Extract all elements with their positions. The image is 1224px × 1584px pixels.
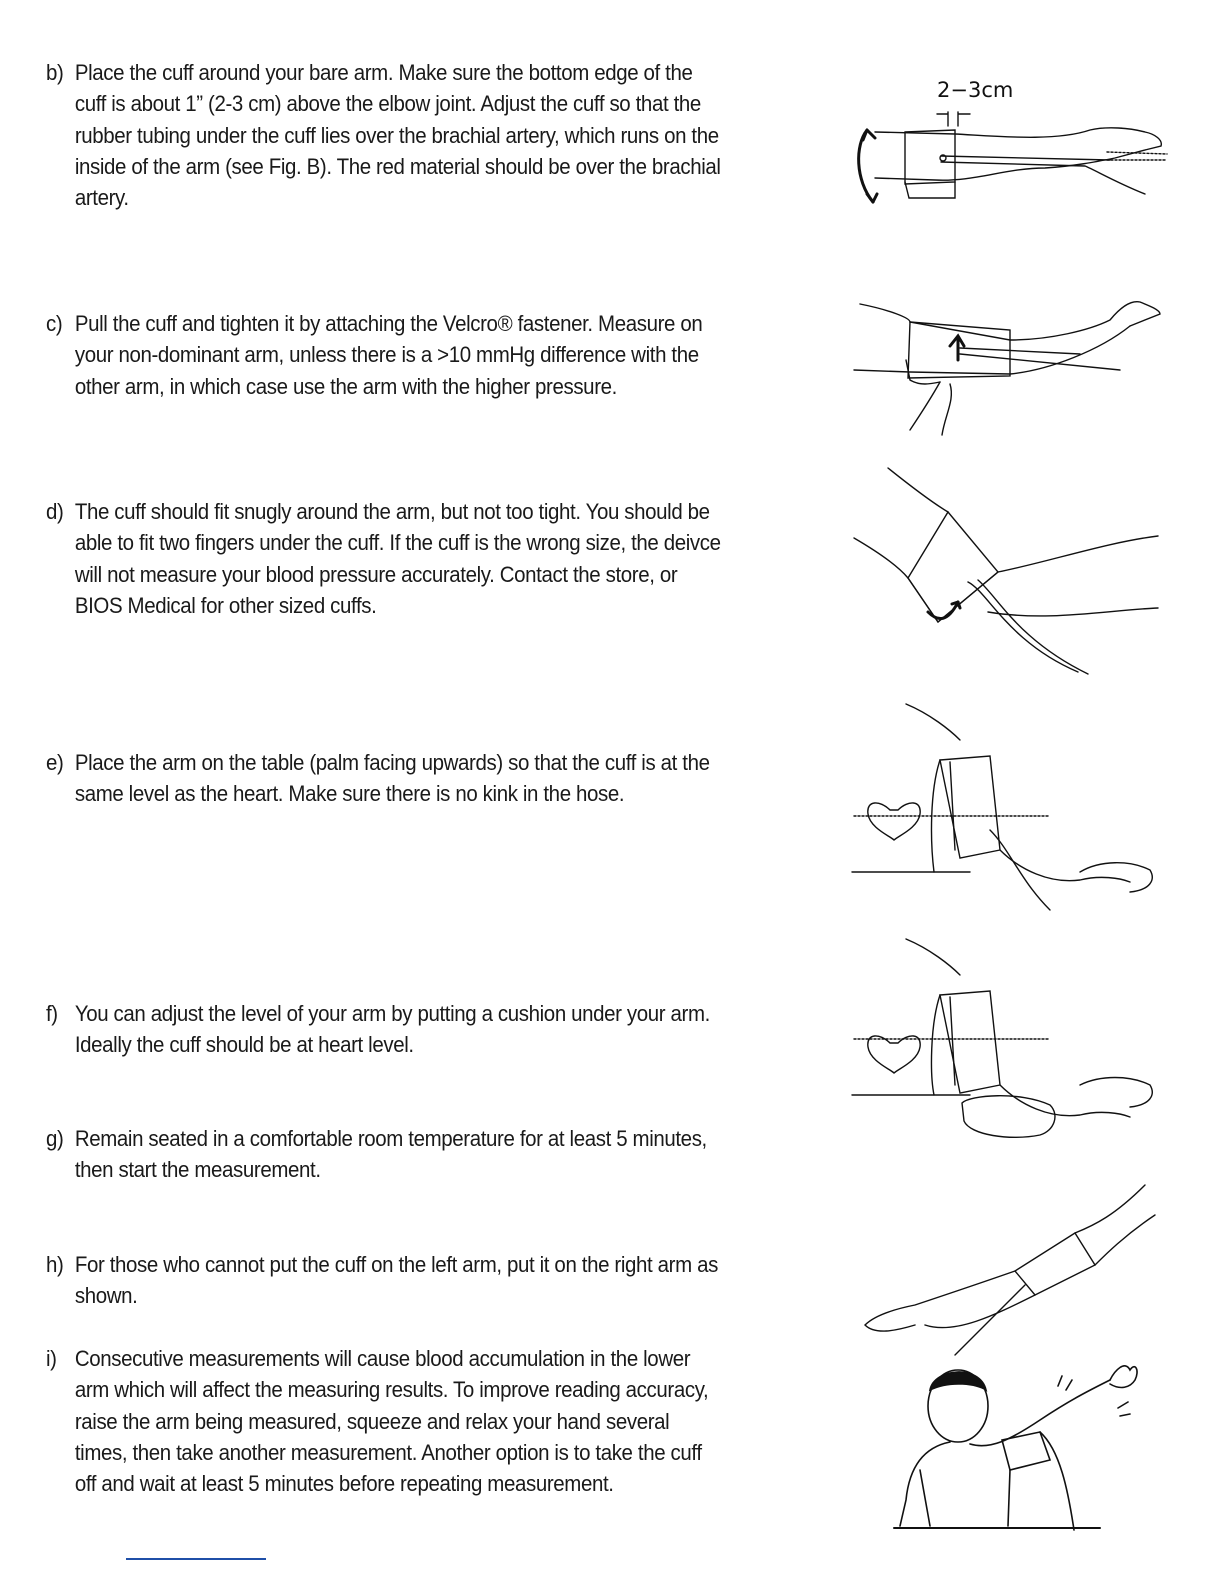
step-i	[46, 1343, 725, 1499]
step-e-text: Place the arm on the table (palm facing upwards) so that the cuff is at the same level as the heart. Make sure there is no kink in the hose.	[74, 750, 710, 807]
step-g	[46, 1123, 725, 1186]
step-d-text: The cuff should fit snugly around the arm, but not too tight. You should be able to fit two fingers under the cuff. If the cuff is the wrong size, the deivce will not measure your blood pressure accurately. Contact the store, or BIOS Medical for other sized cuffs.	[74, 499, 721, 618]
step-c	[46, 308, 725, 402]
figure-tighten-cuff	[850, 290, 1170, 440]
heart-icon	[868, 803, 920, 840]
step-h-letter: h)	[46, 1252, 64, 1277]
step-h	[46, 1249, 725, 1312]
cuff-distance-label: 2−3cm	[937, 78, 1014, 102]
cushion-icon	[962, 1096, 1055, 1138]
step-e-letter: e)	[46, 750, 64, 775]
step-f-text: You can adjust the level of your arm by putting a cushion under your arm. Ideally the cuff should be at heart level.	[74, 1001, 710, 1058]
heart-icon	[868, 1036, 920, 1073]
figure-right-arm	[855, 1175, 1175, 1365]
step-g-text: Remain seated in a comfortable room temperature for at least 5 minutes, then start the measurement.	[74, 1126, 707, 1183]
step-f	[46, 998, 725, 1061]
step-c-text: Pull the cuff and tighten it by attaching the Velcro® fastener. Measure on your non-dominant arm, unless there is a >10 mmHg difference with the other arm, in which case use the arm with the higher pressure.	[74, 311, 703, 399]
step-e	[46, 747, 725, 810]
step-b-text: Place the cuff around your bare arm. Make sure the bottom edge of the cuff is about 1” (2-3 cm) above the elbow joint. Adjust the cuff so that the rubber tubing under the cuff lies over the brachial artery, which runs on the inside of the arm (see Fig. B). The red material should be over the brachial artery.	[74, 60, 721, 211]
step-i-text: Consecutive measurements will cause blood accumulation in the lower arm which will affect the measuring results. To improve reading accuracy, raise the arm being measured, squeeze and relax your hand several times, then take another measurement. Another option is to take the cuff off and wait at least 5 minutes before repeating measurement.	[74, 1346, 709, 1497]
footer-rule	[126, 1558, 266, 1560]
figure-cuff-fit	[848, 462, 1168, 677]
step-g-letter: g)	[46, 1126, 64, 1151]
step-d-letter: d)	[46, 499, 64, 524]
step-d	[46, 496, 725, 621]
step-f-letter: f)	[46, 1001, 58, 1026]
step-c-letter: c)	[46, 311, 63, 336]
step-b	[46, 57, 725, 213]
figure-cuff-placement	[845, 70, 1170, 215]
step-h-text: For those who cannot put the cuff on the left arm, put it on the right arm as shown.	[74, 1252, 718, 1309]
figure-heart-level	[850, 700, 1170, 915]
step-i-letter: i)	[46, 1346, 57, 1371]
figure-cushion	[850, 935, 1170, 1145]
figure-raise-arm	[890, 1350, 1170, 1540]
step-b-letter: b)	[46, 60, 64, 85]
